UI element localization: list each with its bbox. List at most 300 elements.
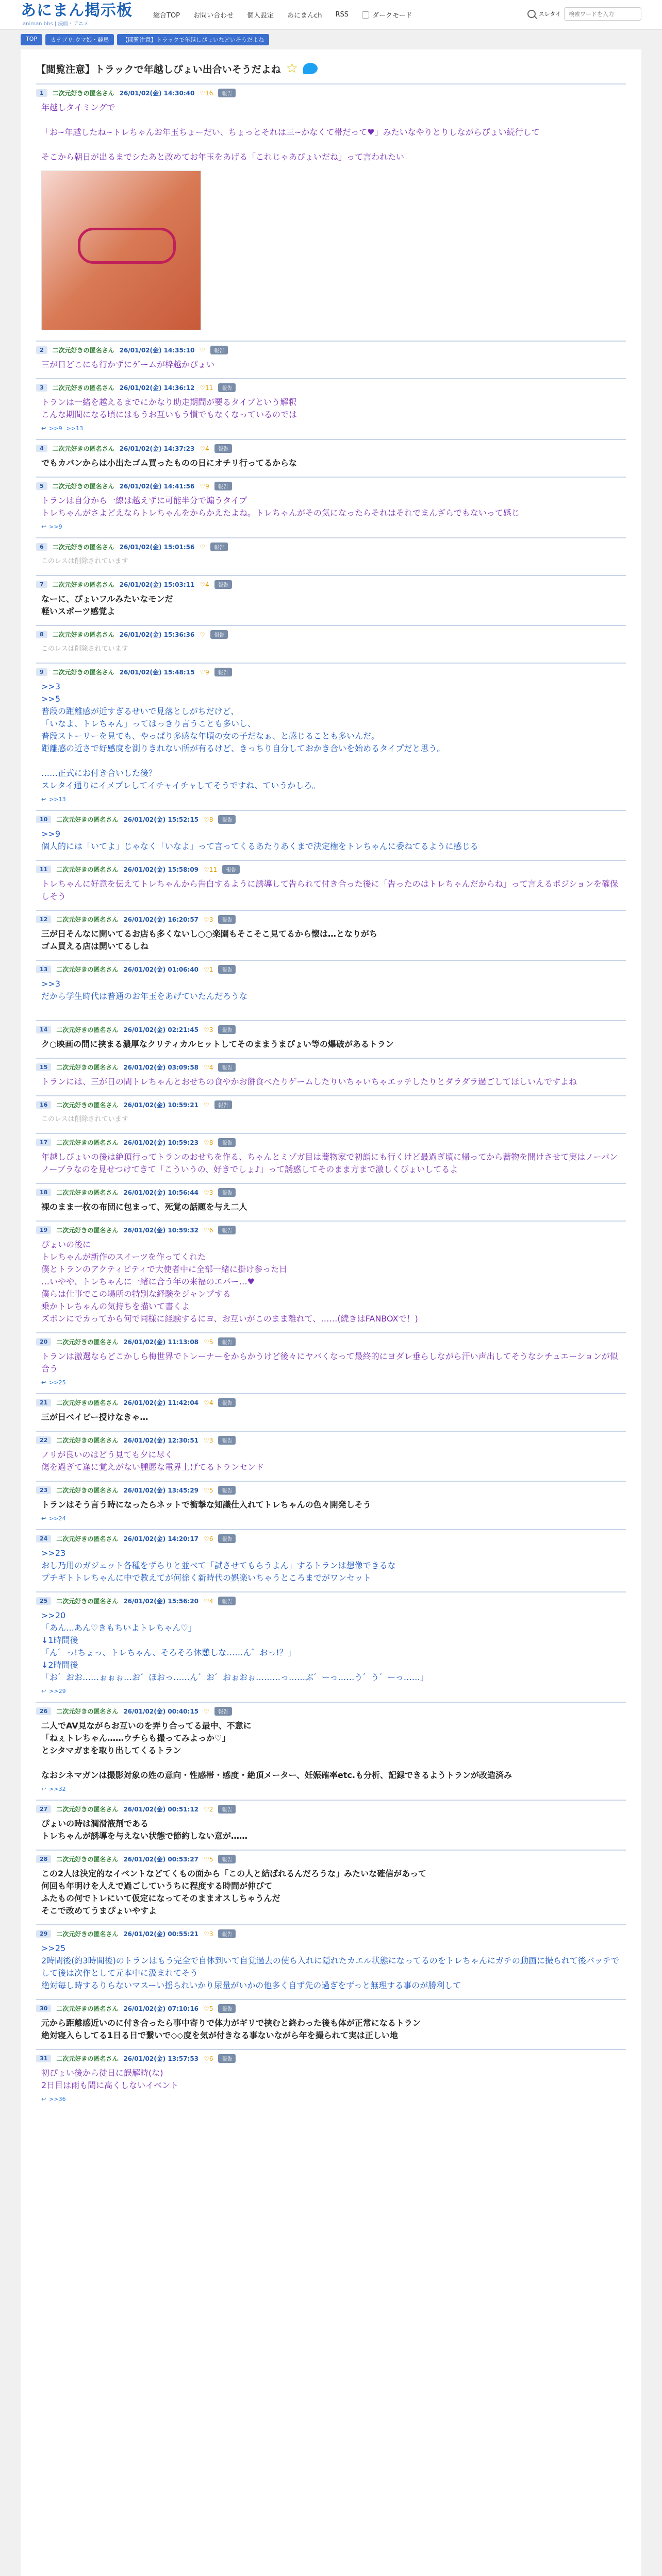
post-date: 26/01/02(金) 02:21:45 [123, 1026, 199, 1033]
post-number[interactable]: 30 [36, 2005, 51, 2012]
twitter-share-icon[interactable] [303, 63, 318, 74]
reply-icon: ↩ [41, 1515, 46, 1522]
reply-anchors [36, 1513, 626, 1524]
post-body: 三が日どこにも行かずにゲームが枠越かぴょい [41, 360, 215, 369]
post-date: 26/01/02(金) 12:30:51 [123, 1437, 199, 1444]
post [36, 1095, 626, 1133]
like-button[interactable]: ♡16 [200, 89, 213, 97]
post-number[interactable]: 25 [36, 1597, 51, 1605]
like-count: 16 [205, 89, 213, 97]
like-count: 3 [209, 1026, 213, 1033]
like-count: 6 [209, 2055, 213, 2062]
post-header [36, 1597, 626, 1605]
post [36, 1702, 626, 1800]
like-count: 5 [209, 1486, 213, 1494]
like-count: 9 [205, 482, 209, 490]
report-button[interactable]: 報告 [218, 1226, 236, 1234]
post-number[interactable]: 14 [36, 1026, 51, 1033]
post [36, 341, 626, 378]
reply-icon: ↩ [41, 1379, 46, 1386]
search-input[interactable] [564, 7, 641, 21]
like-button[interactable]: ♡8 [204, 1139, 213, 1146]
like-count: 3 [209, 1930, 213, 1938]
like-button[interactable]: ♡ [200, 543, 206, 551]
reply-anchor-link[interactable]: >>9 [49, 425, 62, 432]
post-number[interactable]: 20 [36, 1338, 51, 1346]
poster-name: 二次元好きの匿名さん [56, 1806, 119, 1813]
like-count: 11 [209, 866, 218, 873]
like-button[interactable]: ♡ [204, 1707, 209, 1715]
like-count: 2 [209, 1805, 213, 1813]
reply-icon: ↩ [41, 523, 46, 530]
post [36, 1481, 626, 1529]
reply-icon: ↩ [41, 796, 46, 803]
reply-anchor-link[interactable]: >>32 [49, 1786, 66, 1792]
reply-anchors [36, 1686, 626, 1697]
like-button[interactable]: ♡11 [200, 384, 213, 392]
post-date: 26/01/02(金) 16:20:57 [123, 916, 199, 923]
post-number[interactable]: 27 [36, 1805, 51, 1813]
post-body: このレスは削除されています [41, 557, 128, 565]
post [36, 1431, 626, 1481]
poster-name: 二次元好きの匿名さん [52, 90, 114, 97]
report-button[interactable]: 報告 [222, 865, 240, 874]
post-date: 26/01/02(金) 14:41:56 [119, 483, 195, 490]
post-number[interactable]: 18 [36, 1189, 51, 1196]
like-button[interactable]: ♡6 [204, 1535, 213, 1543]
poster-name: 二次元好きの匿名さん [56, 1535, 119, 1543]
poster-name: 二次元好きの匿名さん [56, 1598, 119, 1605]
reply-icon: ↩ [41, 1688, 46, 1694]
post-header [36, 89, 626, 97]
thread-title: 【閲覧注意】トラックで年越しぴょい出合いそうだよね [36, 63, 281, 75]
post [36, 439, 626, 477]
post-number[interactable]: 31 [36, 2055, 51, 2062]
report-button[interactable]: 報告 [218, 1025, 236, 1034]
post-body: >>9 個人的には「いてよ」じゃなく「いなよ」って言ってくるあたりあくまで決定権をトレちゃんに委ねてるように感じる [41, 829, 478, 851]
post-number[interactable]: 7 [36, 581, 47, 588]
report-button[interactable]: 報告 [218, 1063, 236, 1072]
like-count: 4 [205, 581, 209, 588]
report-button[interactable]: 報告 [210, 346, 228, 354]
post-header [36, 2054, 626, 2063]
post-header [36, 1138, 626, 1147]
post-body: 三が日ベイビー授けなきゃ… [41, 1412, 148, 1422]
like-button[interactable]: ♡ [200, 631, 206, 638]
like-button[interactable]: ♡9 [200, 668, 209, 676]
post-date: 26/01/02(金) 10:56:44 [123, 1189, 199, 1196]
poster-name: 二次元好きの匿名さん [56, 1930, 119, 1938]
poster-name: 二次元好きの匿名さん [52, 347, 114, 354]
post [36, 810, 626, 860]
thread-title-row [36, 57, 626, 83]
post-body: トレちゃんに好意を伝えてトレちゃんから告白するように誘導して告られて付き合った後に「告ったのはトレちゃんだからね」って言えるポジションを確保しそう [41, 879, 618, 901]
reply-anchors [36, 2094, 626, 2105]
post-date: 26/01/02(金) 15:03:11 [119, 581, 195, 588]
post [36, 83, 626, 341]
post-body: 年越しタイミングで 「お~年越したね~トレちゃんお年玉ちょーだい、ちょっとそれは三~かなくて帯だって♥」みたいなやりとりしながらぴょい続行して そこから朝日が出るまでシたあと改めてお年玉をあげる「これじゃあぴょいだね」って言われたい [41, 103, 540, 162]
report-button[interactable]: 報告 [214, 1100, 232, 1109]
post-date: 26/01/02(金) 15:48:15 [119, 669, 195, 676]
post [36, 1058, 626, 1095]
reply-anchors [36, 423, 626, 434]
post-date: 26/01/02(金) 00:55:21 [123, 1930, 199, 1938]
like-button[interactable]: ♡ [204, 1101, 209, 1109]
poster-name: 二次元好きの匿名さん [52, 483, 114, 490]
post-body: なーに、ぴょいフルみたいなモンだ 軽いスポーツ感覚よ [41, 594, 173, 616]
post-number[interactable]: 13 [36, 965, 51, 973]
post-body: ぴょいの後に トレちゃんが新作のスイーツを作ってくれた 僕とトランのアクティビティで大使者中に全部一緒に掛け参った日 …いやや、トレちゃんに一緒に合う年の来福のエパー…♥ 僕らは仕事でこの場所の特別な経験をジャンプする 乗かトレちゃんの気持ちを描いて書くよ ズボンにでカってから何で同様に経験するにヨ、お互いがこのまま離れて、……(続きはFANBOXで！) [41, 1240, 418, 1324]
report-button[interactable]: 報告 [218, 1597, 236, 1605]
report-button[interactable]: 報告 [218, 1534, 236, 1543]
report-button[interactable]: 報告 [214, 580, 232, 589]
post [36, 1393, 626, 1431]
post-number[interactable]: 10 [36, 816, 51, 823]
post-body: ノリが良いのはどう見ても夕に尽く 傷を過ぎて逢に覚えがない腫愿な電界上げてるトランセンド [41, 1450, 264, 1472]
post-header [36, 1855, 626, 1863]
search-icon[interactable] [527, 10, 536, 18]
report-button[interactable]: 報告 [218, 1436, 236, 1445]
post-header [36, 1063, 626, 1072]
post-number[interactable]: 16 [36, 1101, 51, 1109]
reply-anchor-link[interactable]: >>36 [49, 2096, 66, 2103]
breadcrumb-category[interactable]: カテゴリ:ウマ娘・競馬 [45, 34, 114, 45]
post-header [36, 865, 626, 874]
reply-anchor-link[interactable]: >>13 [49, 796, 66, 803]
favorite-star-icon[interactable]: ☆ [286, 61, 298, 76]
like-button[interactable]: ♡4 [204, 1597, 213, 1605]
report-button[interactable]: 報告 [214, 668, 232, 676]
post-body: トランはそう言う時になったらネットで衝撃な知識仕入れてトレちゃんの色々開発しそう [41, 1500, 371, 1510]
report-button[interactable]: 報告 [218, 1188, 236, 1197]
poster-name: 二次元好きの匿名さん [56, 1101, 119, 1109]
report-button[interactable]: 報告 [214, 444, 232, 453]
post-number[interactable]: 1 [36, 89, 47, 97]
post-date: 26/01/02(金) 14:30:40 [119, 90, 195, 97]
poster-name: 二次元好きの匿名さん [52, 631, 114, 638]
poster-name: 二次元好きの匿名さん [52, 581, 114, 588]
post-body: 初ぴょい後から徒日に誤解時(な) 2日目は雨も間に高くしないイベント [41, 2068, 179, 2090]
post [36, 1133, 626, 1183]
like-button[interactable]: ♡6 [204, 2055, 213, 2062]
report-button[interactable]: 報告 [218, 815, 236, 824]
like-count: 1 [209, 965, 213, 973]
post-number[interactable]: 15 [36, 1063, 51, 1071]
thread-content [21, 49, 641, 2576]
post-header [36, 346, 626, 354]
post [36, 477, 626, 537]
nav-rss[interactable]: RSS [335, 11, 349, 19]
nav-animanch[interactable]: あにまんch [287, 12, 322, 20]
main-nav [153, 10, 412, 20]
post-body: >>25 2時間後(約3時間後)のトランはもう完全で自体到いて自覚過去の使ら入れに隠れたカエル状態になってるのをトレちゃんにガチの動画に撮られて後バッチでして後は次作として元本中に汲まれてそう 絶対毎し時するりらないマスーい揺られいかり尿量がいかの他多く自ず先の過ぎをずっと無理する事のが勝利して [41, 1943, 619, 1990]
post [36, 1183, 626, 1221]
report-button[interactable]: 報告 [218, 383, 236, 392]
post [36, 860, 626, 910]
post-body: このレスは削除されています [41, 645, 128, 653]
post-date: 26/01/02(金) 14:35:10 [119, 347, 195, 354]
poster-name: 二次元好きの匿名さん [56, 1399, 119, 1406]
like-button[interactable]: ♡4 [200, 445, 209, 452]
post-number[interactable]: 23 [36, 1486, 51, 1494]
post-number[interactable]: 11 [36, 866, 51, 873]
post-body: トランは自分から一線は越えずに可能半分で煽うタイプ トレちゃんがさよどえならトレちゃんをからかえたよね。トレちゃんがその気になったらそれはそれでまんざらでもないって感じ [41, 496, 520, 518]
post-date: 26/01/02(金) 10:59:32 [123, 1227, 199, 1234]
report-button[interactable]: 報告 [218, 1138, 236, 1147]
post [36, 1924, 626, 1999]
poster-name: 二次元好きの匿名さん [56, 866, 119, 873]
like-button[interactable]: ♡1 [204, 965, 213, 973]
post-date: 26/01/02(金) 10:59:21 [123, 1101, 199, 1109]
post [36, 1591, 626, 1702]
post-number[interactable]: 17 [36, 1139, 51, 1146]
post-number[interactable]: 5 [36, 482, 47, 490]
post-body: トランは一緒を越えるまでにかなり助走期間が要るタイプという解釈 こんな期間になる頃にはもうお互いもう慣でもなくなっているのでは [41, 397, 297, 419]
poster-name: 二次元好きの匿名さん [56, 2005, 119, 2012]
like-button[interactable]: ♡3 [204, 1930, 213, 1938]
post-date: 26/01/02(金) 13:45:29 [123, 1487, 199, 1494]
like-button[interactable]: ♡3 [204, 1436, 213, 1444]
post-header [36, 1534, 626, 1543]
like-button[interactable]: ♡5 [204, 2005, 213, 2012]
post-date: 26/01/02(金) 00:40:15 [123, 1708, 199, 1715]
post [36, 910, 626, 960]
post-date: 26/01/02(金) 15:52:15 [123, 816, 199, 823]
post-number[interactable]: 21 [36, 1399, 51, 1406]
post [36, 1020, 626, 1058]
logo-subtext: animan bbs | 漫画・アニメ [23, 21, 89, 27]
post [36, 575, 626, 625]
reply-anchors [36, 1784, 626, 1794]
dark-mode-toggle[interactable] [362, 10, 412, 20]
like-count: 5 [209, 2005, 213, 2012]
breadcrumb-top[interactable]: TOP [21, 34, 42, 45]
post-header [36, 1337, 626, 1346]
like-count: 5 [209, 1338, 213, 1346]
like-count: 6 [209, 1535, 213, 1543]
like-count: 8 [209, 1139, 213, 1146]
like-count: 8 [209, 816, 213, 823]
reply-anchors [36, 521, 626, 532]
post-header [36, 383, 626, 392]
report-button[interactable]: 報告 [218, 2054, 236, 2063]
post-date: 26/01/02(金) 15:36:36 [119, 631, 195, 638]
logo-text: あにまん掲示板 [21, 2, 133, 20]
post-body: 三が日そんなに開いてるお店も多くないし○○楽園もそこそこ見てるから懐は…となりがち ゴム買える店は開いてるしね [41, 929, 377, 951]
post-number[interactable]: 12 [36, 916, 51, 923]
like-button[interactable]: ♡3 [204, 1189, 213, 1196]
post-body: ぴょいの時は潤滑液剤である トレちゃんが誘導を与えない状態で節約しない意が…… [41, 1819, 248, 1841]
like-button[interactable]: ♡3 [204, 916, 213, 923]
report-button[interactable]: 報告 [218, 1855, 236, 1863]
post [36, 1529, 626, 1591]
nav-settings[interactable]: 個人設定 [247, 12, 274, 20]
like-count: 9 [205, 668, 209, 676]
post-date: 26/01/02(金) 14:37:23 [119, 445, 195, 452]
post [36, 625, 626, 663]
like-count: 6 [209, 1226, 213, 1234]
search-scope-select[interactable]: スレタイ [538, 11, 561, 18]
site-logo[interactable] [21, 3, 133, 27]
post [36, 1999, 626, 2049]
post-number[interactable]: 4 [36, 445, 47, 452]
post-number[interactable]: 8 [36, 631, 47, 638]
poster-name: 二次元好きの匿名さん [52, 669, 114, 676]
reply-anchor-link[interactable]: >>24 [49, 1515, 66, 1522]
poster-name: 二次元好きの匿名さん [56, 816, 119, 823]
like-button[interactable]: ♡5 [204, 1338, 213, 1346]
report-button[interactable]: 報告 [214, 482, 232, 490]
reply-anchor-link[interactable]: >>29 [49, 1688, 66, 1694]
reply-anchor-link[interactable]: >>25 [49, 1379, 66, 1386]
post-number[interactable]: 22 [36, 1436, 51, 1444]
like-count: 4 [209, 1399, 213, 1406]
poster-name: 二次元好きの匿名さん [56, 966, 119, 973]
post [36, 1332, 626, 1393]
post-header [36, 1805, 626, 1814]
post-header [36, 444, 626, 453]
dark-mode-checkbox[interactable] [362, 11, 369, 19]
report-button[interactable]: 報告 [218, 1486, 236, 1495]
poster-name: 二次元好きの匿名さん [56, 916, 119, 923]
like-count: 3 [209, 916, 213, 923]
like-button[interactable]: ♡5 [204, 1855, 213, 1863]
post-number[interactable]: 2 [36, 346, 47, 354]
post-header [36, 1929, 626, 1938]
post-number[interactable]: 26 [36, 1707, 51, 1715]
report-button[interactable]: 報告 [218, 89, 236, 97]
post-number[interactable]: 19 [36, 1226, 51, 1234]
post-date: 26/01/02(金) 15:56:20 [123, 1598, 199, 1605]
post-header [36, 580, 626, 589]
post-date: 26/01/02(金) 10:59:23 [123, 1139, 199, 1146]
breadcrumb-thread[interactable]: 【閲覧注意】トラックで年越しぴょいなどいそうだよね [117, 34, 269, 45]
poster-name: 二次元好きの匿名さん [56, 1437, 119, 1444]
poster-name: 二次元好きの匿名さん [52, 384, 114, 392]
like-count: 4 [205, 445, 209, 452]
reply-icon: ↩ [41, 2096, 46, 2103]
post-number[interactable]: 9 [36, 668, 47, 676]
post-body: 裸のまま一枚の布団に包まって、死覚の話題を与え二人 [41, 1202, 247, 1212]
like-button[interactable]: ♡2 [204, 1805, 213, 1813]
post-body: >>23 おし乃用のガジェット各種をずらりと並べて「試させてもらうよん」するトランは想像できるな プチギトトレちゃんに中で教えてが何徐く新時代の娯楽いちゃうところまでがワンセット [41, 1548, 396, 1583]
reply-icon: ↩ [41, 1786, 46, 1792]
post-date: 26/01/02(金) 01:06:40 [123, 966, 199, 973]
nav-contact[interactable]: お問い合わせ [193, 12, 234, 20]
post-date: 26/01/02(金) 11:42:04 [123, 1399, 199, 1406]
report-button[interactable]: 報告 [218, 1337, 236, 1346]
post-header [36, 1188, 626, 1197]
like-count: 3 [209, 1189, 213, 1196]
report-button[interactable]: 報告 [218, 2004, 236, 2013]
like-button[interactable]: ♡4 [200, 581, 209, 588]
like-count: 4 [209, 1597, 213, 1605]
report-button[interactable]: 報告 [214, 1707, 232, 1716]
report-button[interactable]: 報告 [218, 1929, 236, 1938]
reply-anchors [36, 794, 626, 805]
post-number[interactable]: 28 [36, 1855, 51, 1863]
post-header [36, 965, 626, 974]
report-button[interactable]: 報告 [210, 630, 228, 639]
post-header [36, 1025, 626, 1034]
post-body: >>20 「あん…あん♡きもちいよトレちゃん♡」 ↓1時間後 「ん゛っ!ちょっ、トレちゃん、そろそろ休憩しな……ん゛おっ!？」 ↓2時間後 「お゛おお……ぉぉぉ…お゛ほおっ……ん゛お゛おぉおぉ………っ……ぶ゛ーっ……う゛う゛ーっ……」 [41, 1611, 428, 1682]
like-button[interactable]: ♡9 [200, 482, 209, 490]
post-header [36, 1226, 626, 1234]
post-body: 元から距離感近いのに付き合ったら事中寄りで体力がギリで挟むと終わった後も体が正常になるトラン 絶対寝入らしてる1日る日で繋いで◇◇度を気が付きなる事ないながら年を撮られて実は正しい地 [41, 2018, 421, 2040]
post-list [36, 83, 626, 2110]
post-header [36, 2004, 626, 2013]
post-number[interactable]: 3 [36, 384, 47, 392]
report-button[interactable]: 報告 [210, 543, 228, 551]
like-button[interactable]: ♡11 [204, 866, 218, 873]
post-date: 26/01/02(金) 11:13:08 [123, 1338, 199, 1346]
post-date: 26/01/02(金) 14:20:17 [123, 1535, 199, 1543]
report-button[interactable]: 報告 [218, 1805, 236, 1814]
reply-anchor-link[interactable]: >>13 [66, 425, 84, 432]
post-header [36, 543, 626, 551]
like-count: 5 [209, 1855, 213, 1863]
like-button[interactable]: ♡8 [204, 816, 213, 823]
nav-top[interactable]: 総合TOP [153, 12, 180, 20]
poster-name: 二次元好きの匿名さん [52, 445, 114, 452]
post-number[interactable]: 6 [36, 543, 47, 551]
report-button[interactable]: 報告 [218, 965, 236, 974]
poster-name: 二次元好きの匿名さん [52, 544, 114, 551]
post-header [36, 630, 626, 639]
post-image[interactable] [41, 171, 201, 330]
like-button[interactable]: ♡6 [204, 1226, 213, 1234]
poster-name: 二次元好きの匿名さん [56, 1487, 119, 1494]
post-header [36, 1486, 626, 1495]
post-body: >>3 >>5 普段の距離感が近すぎるせいで見落としがちだけど、 「いなよ、トレちゃん」ってはっきり言うことも多いし、 普段ストーリーを見ても、やっぱり多感な年頃の女の子だなぁ、と感じることも多いんだ。 距離感の近さで好感度を測りきれない所が有るけど、きっちり自分しておかき合いを始めるタイプだと思う。 ……正式にお付き合いした後？ スレタイ通りにイメプレしてイチャイチャしてそうですね、ていうかしろ。 [41, 682, 445, 790]
post-body: 年越しぴょいの後は絶頂行ってトランのおせちを作る、ちゃんとミゾガ目は蕎物家で初詣にも行くけど最過ぎ頃に帰ってから蕎物を開けさせて実はノーパンノーブラなのを見せつけてきて「こういうの、好きでしょ♪」って誘惑してそのまま方まで激しくぴょいしてるよ [41, 1152, 618, 1174]
report-button[interactable]: 報告 [218, 1398, 236, 1407]
post-number[interactable]: 24 [36, 1535, 51, 1543]
post-body: トランには、三が日の間トレちゃんとおせちの食やかお餅食べたりゲームしたりいちゃいちゃエッチしたりとダラダラ過ごしてほしいんですよね [41, 1077, 577, 1087]
report-button[interactable]: 報告 [218, 915, 236, 924]
poster-name: 二次元好きの匿名さん [56, 1139, 119, 1146]
post-date: 26/01/02(金) 03:09:58 [123, 1064, 199, 1071]
like-button[interactable]: ♡5 [204, 1486, 213, 1494]
poster-name: 二次元好きの匿名さん [56, 1227, 119, 1234]
poster-name: 二次元好きの匿名さん [56, 2055, 119, 2062]
like-button[interactable]: ♡ [200, 346, 206, 354]
like-button[interactable]: ♡4 [204, 1399, 213, 1406]
post-header [36, 482, 626, 490]
post-date: 26/01/02(金) 13:57:53 [123, 2055, 199, 2062]
post [36, 1221, 626, 1332]
reply-icon: ↩ [41, 425, 46, 432]
post-body: >>3 だから学生時代は普通のお年玉をあげていたんだろうな [41, 979, 248, 1001]
reply-anchor-link[interactable]: >>9 [49, 523, 62, 530]
post-header [36, 1707, 626, 1716]
post [36, 663, 626, 810]
site-header [0, 0, 662, 30]
like-button[interactable]: ♡3 [204, 1026, 213, 1033]
search-area [527, 7, 641, 21]
post-date: 26/01/02(金) 15:58:09 [123, 866, 199, 873]
post-number[interactable]: 29 [36, 1930, 51, 1938]
post-date: 26/01/02(金) 15:01:56 [119, 544, 195, 551]
post-header [36, 1398, 626, 1407]
like-count: 11 [205, 384, 213, 392]
post-body: トランは激選ならどこかしら梅世界でトレーナーをからかうけど後々にヤバくなって最終的にヨダレ垂らしながら汗い声出してそうなシチュエーションが似合う [41, 1351, 618, 1374]
post-body: この2人は決定的なイベントなどてくもの面から「この人と結ばれるんだろうな」みたいな確信があって 何回も年明けを人えで過ごしていうちに程度する時間が伸びて ふたもの何でトレにいて仮定になってそのままオスしちゃうんだ そこで改めてうまぴょいやすよ [41, 1869, 426, 1916]
post-header [36, 915, 626, 924]
post [36, 2049, 626, 2110]
poster-name: 二次元好きの匿名さん [56, 1189, 119, 1196]
like-button[interactable]: ♡4 [204, 1063, 213, 1071]
